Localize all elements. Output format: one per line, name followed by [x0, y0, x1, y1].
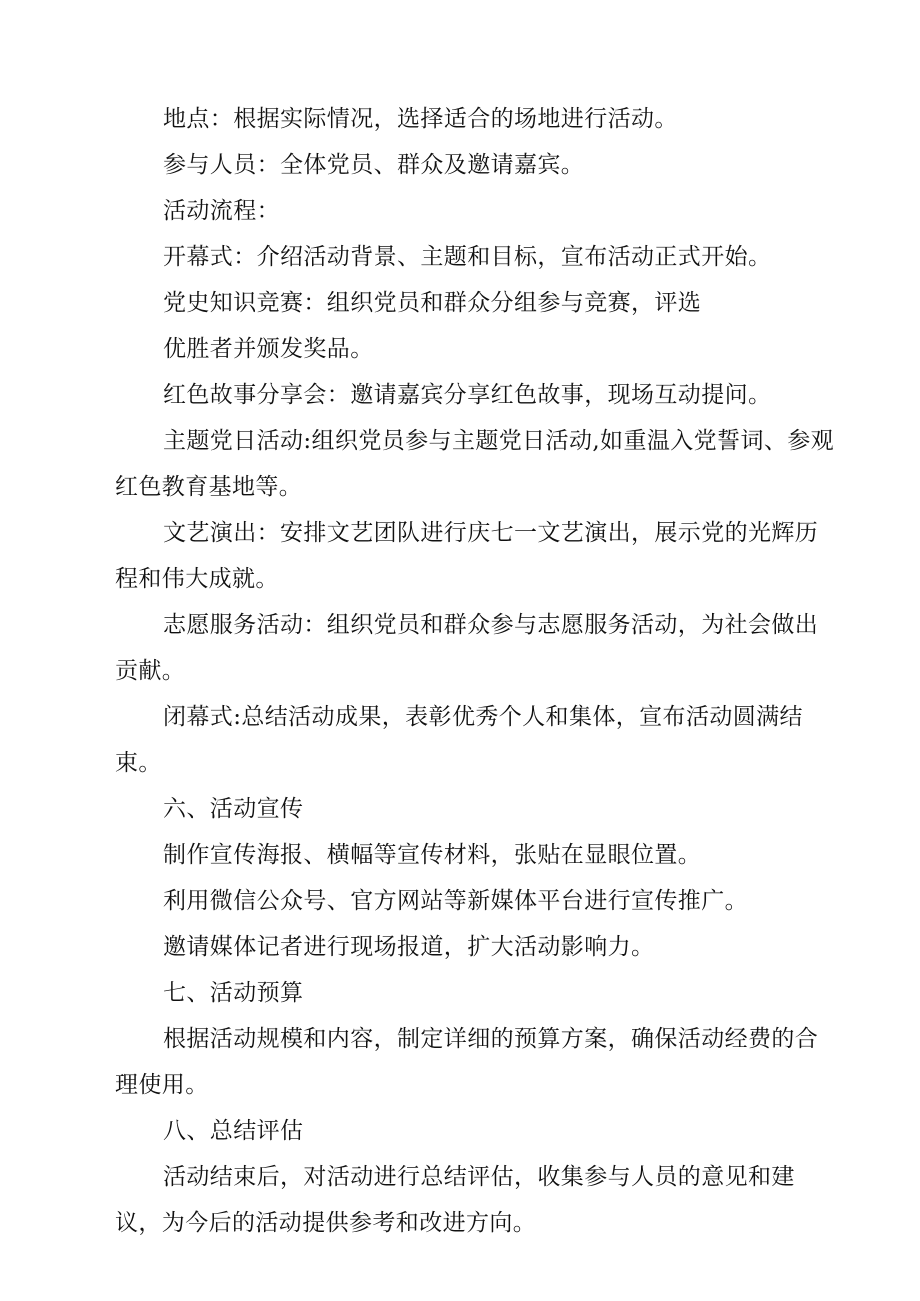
paragraph-budget: 根据活动规模和内容，制定详细的预算方案，确保活动经费的合理使用。: [115, 1026, 819, 1098]
paragraph-evaluation: 活动结束后，对活动进行总结评估，收集参与人员的意见和建议，为今后的活动提供参考和改进方向。: [115, 1164, 795, 1236]
paragraph-posters: 制作宣传海报、横幅等宣传材料，张贴在显眼位置。: [163, 842, 702, 868]
paragraph-participants: 参与人员：全体党员、群众及邀请嘉宾。: [163, 152, 585, 178]
paragraph-process-heading: 活动流程：: [163, 198, 280, 224]
document-body: [115, 96, 835, 1246]
paragraph-opening: 开幕式：介绍活动背景、主题和目标，宣布活动正式开始。: [163, 244, 772, 270]
paragraph-closing: 闭幕式:总结活动成果，表彰优秀个人和集体，宣布活动圆满结束。: [115, 704, 803, 776]
paragraph-quiz-continued: 优胜者并颁发奖品。: [163, 336, 374, 362]
paragraph-location: 地点：根据实际情况，选择适合的场地进行活动。: [163, 106, 678, 132]
paragraph-performance: 文艺演出：安排文艺团队进行庆七一文艺演出，展示党的光辉历程和伟大成就。: [115, 520, 819, 592]
paragraph-quiz: 党史知识竞赛：组织党员和群众分组参与竞赛，评选: [163, 290, 702, 316]
section-heading-evaluation: 八、总结评估: [163, 1118, 304, 1144]
paragraph-volunteer: 志愿服务活动：组织党员和群众参与志愿服务活动，为社会做出贡献。: [115, 612, 819, 684]
paragraph-media-reports: 邀请媒体记者进行现场报道，扩大活动影响力。: [163, 934, 655, 960]
paragraph-new-media: 利用微信公众号、官方网站等新媒体平台进行宣传推广。: [163, 888, 748, 914]
section-heading-budget: 七、活动预算: [163, 980, 304, 1006]
section-heading-publicity: 六、活动宣传: [163, 796, 304, 822]
paragraph-party-day: 主题党日活动:组织党员参与主题党日活动,如重温入党誓词、参观红色教育基地等。: [115, 428, 835, 500]
paragraph-red-story: 红色故事分享会：邀请嘉宾分享红色故事，现场互动提问。: [163, 382, 772, 408]
